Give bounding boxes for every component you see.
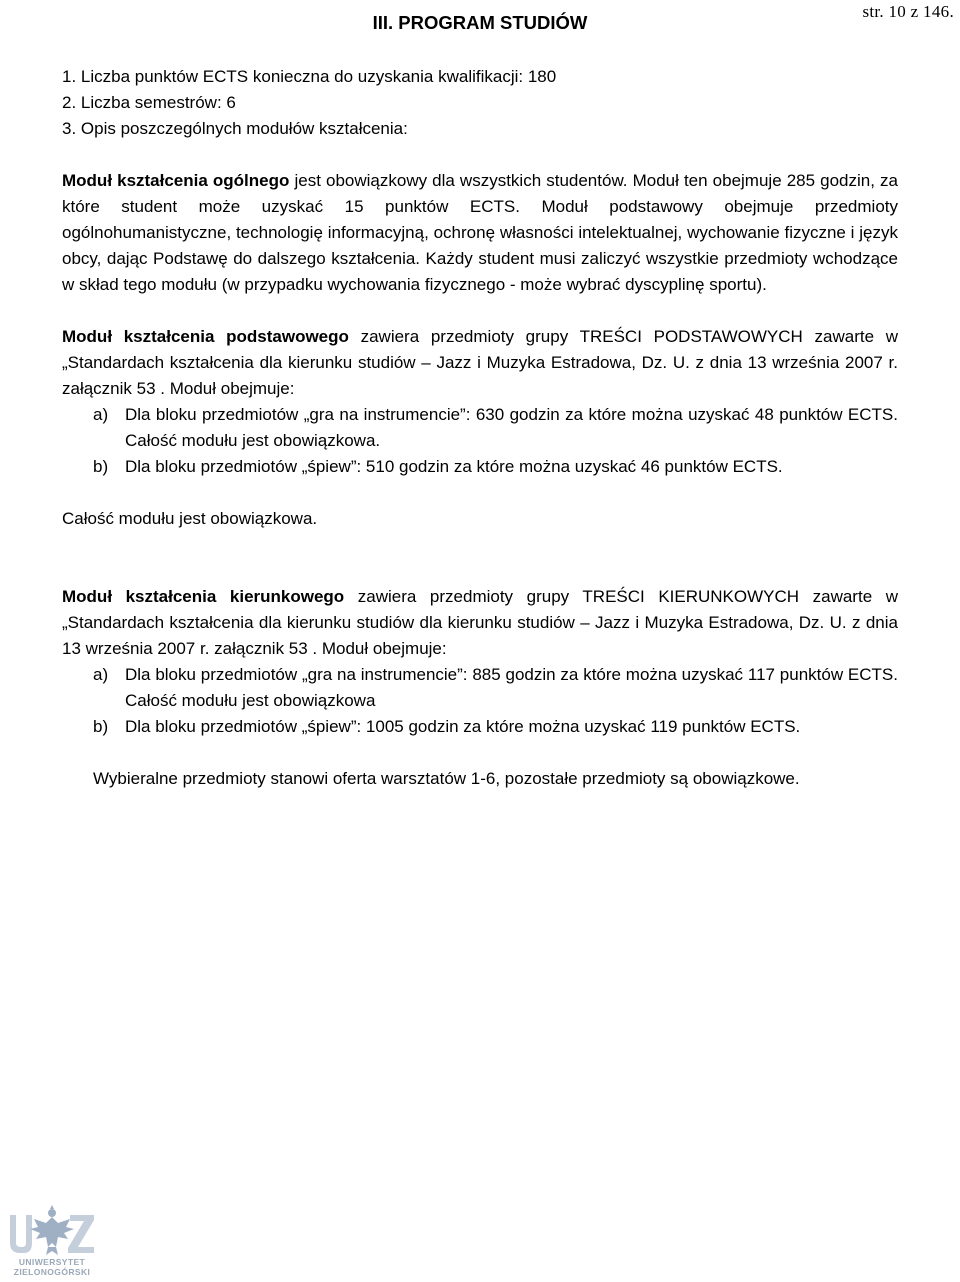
basic-module-heading: Moduł kształcenia podstawowego bbox=[62, 327, 349, 346]
document-body bbox=[62, 64, 898, 792]
general-module-paragraph bbox=[62, 168, 898, 298]
list-item-ects-total: 1. Liczba punktów ECTS konieczna do uzyskania kwalifikacji: 180 bbox=[62, 67, 557, 86]
basic-module-text: zawiera przedmioty grupy TREŚCI PODSTAWOWYCH zawarte w „Standardach kształcenia dla kierunku studiów – Jazz i Muzyka Estradowa, Dz. U. z dnia 13 września 2007 r. załącznik 53 . Moduł obejmuje: bbox=[62, 327, 898, 398]
directional-module-item-a bbox=[93, 662, 898, 714]
basic-module-item-a bbox=[93, 402, 898, 454]
basic-module-item-a-text: Dla bloku przedmiotów „gra na instrumencie”: 630 godzin za które można uzyskać 48 punktów ECTS. Całość modułu jest obowiązkowa. bbox=[125, 405, 898, 450]
directional-module-paragraph bbox=[62, 584, 898, 662]
directional-module-item-b-text: Dla bloku przedmiotów „śpiew”: 1005 godzin za które można uzyskać 119 punktów ECTS. bbox=[125, 717, 801, 736]
basic-module-item-b bbox=[93, 454, 898, 480]
section-title: III. PROGRAM STUDIÓW bbox=[372, 12, 588, 33]
logo-text-line2: ZIELONOGÓRSKI bbox=[13, 1267, 91, 1277]
directional-module-text: zawiera przedmioty grupy TREŚCI KIERUNKOWYCH zawarte w „Standardach kształcenia dla kierunku studiów dla kierunku studiów – Jazz i Muzyka Estradowa, Dz. U. z dnia 13 września 2007 r. załącznik 53 . Moduł obejmuje: bbox=[62, 587, 898, 658]
page-number: str. 10 z 146. bbox=[862, 2, 954, 21]
directional-module-item-b bbox=[93, 714, 898, 740]
university-emblem-icon bbox=[6, 1203, 98, 1257]
basic-module-note: Całość modułu jest obowiązkowa. bbox=[62, 509, 318, 528]
general-module-text: jest obowiązkowy dla wszystkich studentów. Moduł ten obejmuje 285 godzin, za które student może uzyskać 15 punktów ECTS. Moduł podstawowy obejmuje przedmioty ogólnohumanistyczne, technologię informacyjną, ochronę własności intelektualnej, wychowanie fizyczne i język obcy, dając Podstawę do dalszego kształcenia. Każdy student musi zaliczyć wszystkie przedmioty wchodzące w skład tego modułu (w przypadku wychowania fizycznego - może wybrać dyscyplinę sportu). bbox=[62, 171, 898, 294]
university-logo bbox=[6, 1203, 98, 1279]
directional-module-note: Wybieralne przedmioty stanowi oferta warsztatów 1-6, pozostałe przedmioty są obowiązkowe. bbox=[93, 769, 800, 788]
basic-module-item-b-marker: b) bbox=[93, 457, 109, 476]
directional-module-item-b-marker: b) bbox=[93, 717, 109, 736]
directional-module-item-a-text: Dla bloku przedmiotów „gra na instrumencie”: 885 godzin za które można uzyskać 117 punktów ECTS. Całość modułu jest obowiązkowa bbox=[125, 665, 898, 710]
basic-module-paragraph bbox=[62, 324, 898, 402]
list-item-module-description: 3. Opis poszczególnych modułów kształcenia: bbox=[62, 119, 408, 138]
directional-module-heading: Moduł kształcenia kierunkowego bbox=[62, 587, 345, 606]
directional-module-item-a-marker: a) bbox=[93, 665, 109, 684]
general-module-heading: Moduł kształcenia ogólnego bbox=[62, 171, 290, 190]
basic-module-item-a-marker: a) bbox=[93, 405, 109, 424]
basic-module-item-b-text: Dla bloku przedmiotów „śpiew”: 510 godzin za które można uzyskać 46 punktów ECTS. bbox=[125, 457, 783, 476]
logo-text-line1: UNIWERSYTET bbox=[18, 1257, 86, 1267]
list-item-semesters: 2. Liczba semestrów: 6 bbox=[62, 93, 236, 112]
